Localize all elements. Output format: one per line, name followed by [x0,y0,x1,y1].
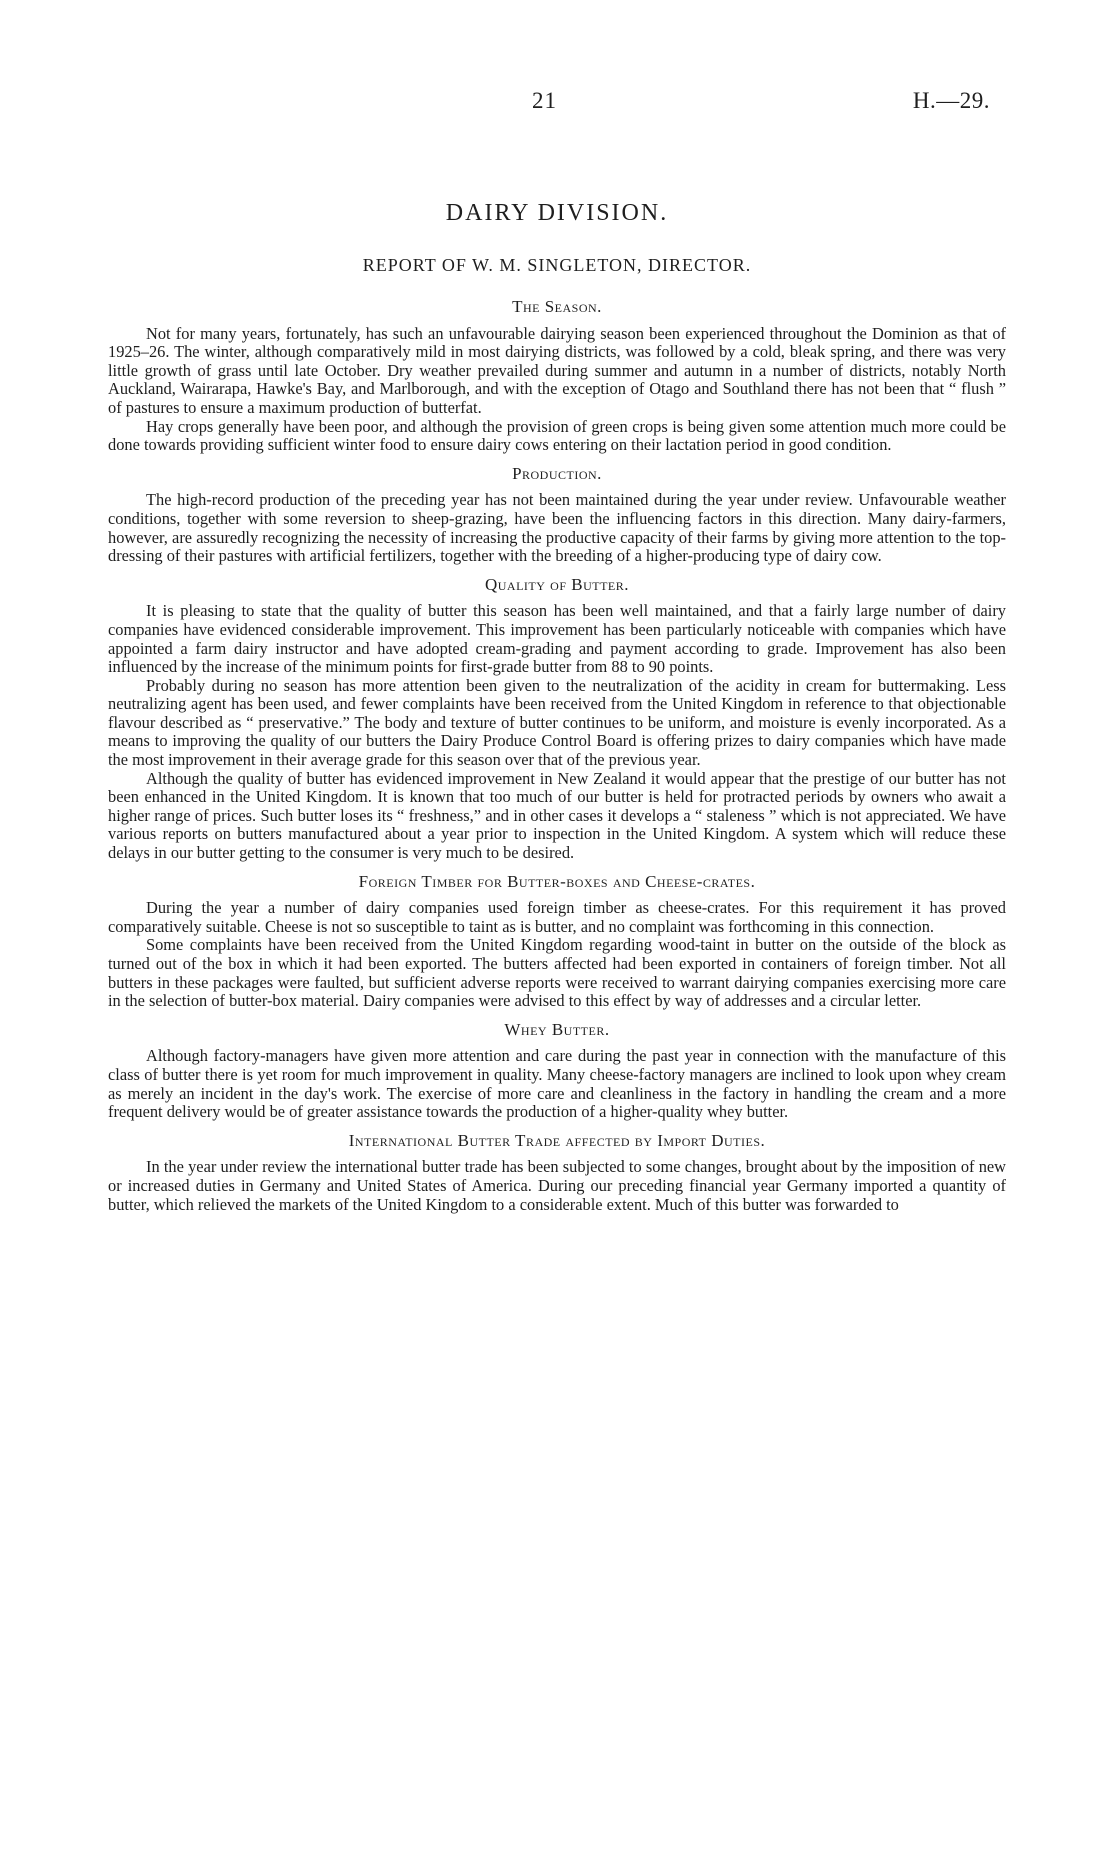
page-header [0,88,1114,128]
section-heading-quality-of-butter: Quality of Butter. [484,574,630,594]
paragraph: Some complaints have been received from the United Kingdom regarding wood-taint in butter on the outside of the block as turned out of the box in which it had been exported. The butters affected had been exported in containers of foreign timber. Not all butters in these packages were faulted, but sufficient adverse reports were received to warrant dairying companies exercising more care in the selection of butter-box material. Dairy companies were advised to this effect by way of addresses and a circular letter. [108,935,1006,1011]
paragraph: Not for many years, fortunately, has such an unfavourable dairying season been experienced throughout the Dominion as that of 1925–26. The winter, although comparatively mild in most dairying districts, was followed by a cold, bleak spring, and there was very little growth of grass until late October. Dry weather prevailed during summer and autumn in a number of districts, notably North Auckland, Wairarapa, Hawke's Bay, and Marlborough, and with the exception of Otago and Southland there has not been that “ flush ” of pastures to ensure a maximum production of butterfat. [108,323,1006,417]
section-heading-international-trade: International Butter Trade affected by Import Duties. [348,1130,766,1150]
paragraph: Probably during no season has more attention been given to the neutralization of the acidity in cream for buttermaking. Less neutralizing agent has been used, and fewer complaints have been received from the United Kingdom in reference to that objectionable flavour described as “ preservative.” The body and texture of butter continues to be uniform, and moisture is evenly incorporated. As a means to improving the quality of our butters the Dairy Produce Control Board is offering prizes to dairy companies which have made the most improvement in their average grade for this season over that of the previous year. [108,675,1006,770]
report-body [108,298,1006,1214]
document-subtitle: REPORT OF W. M. SINGLETON, DIRECTOR. [362,255,752,275]
paragraph: During the year a number of dairy companies used foreign timber as cheese-crates. For this requirement it has proved comparatively suitable. Cheese is not so susceptible to taint as is butter, and no complaint was forthcoming in this connection. [108,898,1006,936]
page-number: 21 [532,88,557,113]
paragraph: The high-record production of the preceding year has not been maintained during the year under review. Unfavourable weather conditions, together with some reversion to sheep-grazing, have been the influencing factors in this direction. Many dairy-farmers, however, are assuredly recognizing the necessity of increasing the productive capacity of their farms by giving more attention to the top-dressing of their pastures with artificial fertilizers, together with the breeding of a higher-producing type of dairy cow. [108,490,1006,566]
section-heading-production: Production. [512,463,602,483]
paragraph: It is pleasing to state that the quality of butter this season has been well maintained, and that a fairly large number of dairy companies have evidenced considerable improvement. This improvement has been particularly noticeable with companies which have appointed a farm dairy instructor and have adopted cream-grading and payment according to grade. Improvement has also been influenced by the increase of the minimum points for first-grade butter from 88 to 90 points. [108,601,1006,677]
document-title: DAIRY DIVISION. [445,200,669,226]
section-heading-whey-butter: Whey Butter. [504,1019,610,1039]
paragraph: Hay crops generally have been poor, and although the provision of green crops is being given some attention much more could be done towards providing sufficient winter food to ensure dairy cows entering on their lactation period in good condition. [108,416,1006,455]
section-heading-season: The Season. [512,297,602,316]
document-reference: H.—29. [912,88,990,113]
paragraph: In the year under review the international butter trade has been subjected to some changes, brought about by the imposition of new or increased duties in Germany and United States of America. During our preceding financial year Germany imported a quantity of butter, which relieved the markets of the United Kingdom to a considerable extent. Much of this butter was forwarded to [108,1157,1006,1214]
section-heading-foreign-timber: Foreign Timber for Butter-boxes and Cheese-crates. [358,871,756,891]
paragraph: Although the quality of butter has evidenced improvement in New Zealand it would appear that the prestige of our butter has not been enhanced in the United Kingdom. It is known that too much of our butter is held for protracted periods by owners who await a higher range of prices. Such butter loses its “ freshness,” and in other cases it develops a “ staleness ” which is not appreciated. We have various reports on butters manufactured about a year prior to inspection in the United Kingdom. A system which will reduce these delays in our butter getting to the consumer is very much to be desired. [108,768,1006,863]
paragraph: Although factory-managers have given more attention and care during the past year in connection with the manufacture of this class of butter there is yet room for much improvement in quality. Many cheese-factory managers are inclined to look upon whey cream as merely an incident in the day's work. The exercise of more care and cleanliness in the factory in handling the cream and a more frequent delivery would be of greater assistance towards the production of a higher-quality whey butter. [108,1046,1006,1122]
